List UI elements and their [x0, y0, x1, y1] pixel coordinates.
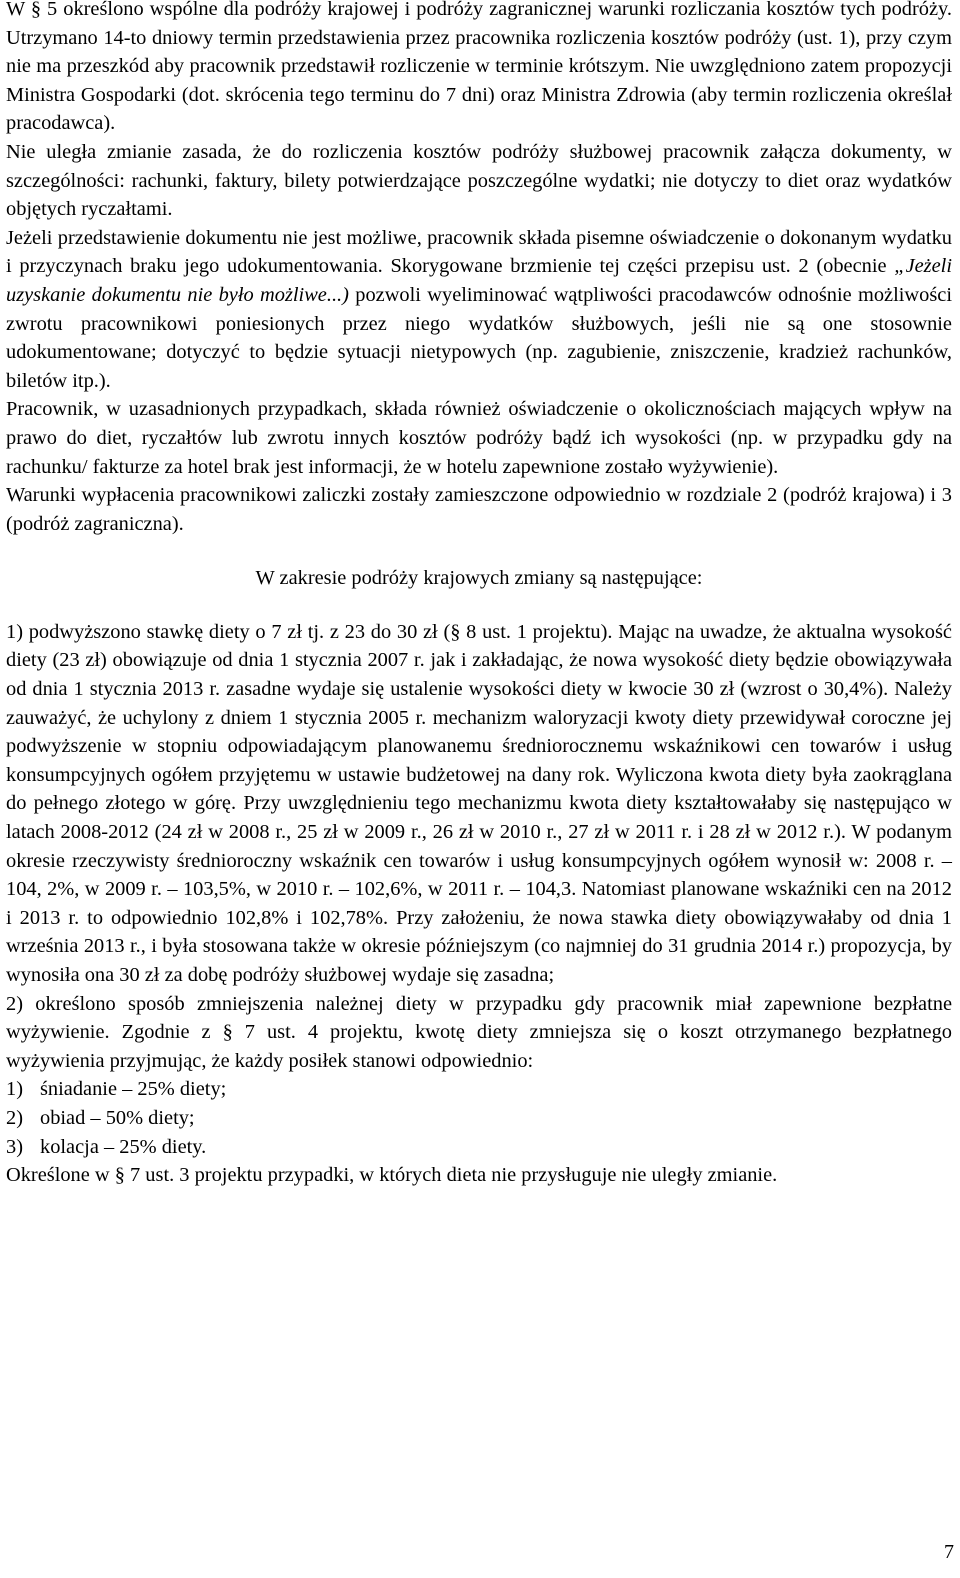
list-item-text: kolacja – 25% diety. — [40, 1135, 207, 1158]
paragraph-allowance-reduction: 2) określono sposób zmniejszenia należnej diety w przypadku gdy pracownik miał zapewnione bezpłatne wyżywienie. Zgodnie z § 7 ust. 4 projektu, kwotę diety zmniejsza się o koszt otrzymanego bezpłatnego wyżywienia przyjmując, że każdy posiłek stanowi odpowiednio: — [6, 992, 952, 1072]
list-item-number: 2) — [6, 1106, 23, 1129]
document-page — [6, 0, 952, 1190]
paragraph-allowance-increase: 1) podwyższono stawkę diety o 7 zł tj. z 23 do 30 zł (§ 8 ust. 1 projektu). Mając na uwadze, że aktualna wysokość diety (23 zł) obowiązuje od dnia 1 stycznia 2007 r. jak i zakładając, że nowa wysokość diety będzie obowiązywała od dnia 1 stycznia 2013 r. zasadne wydaje się ustalenie wysokości diety w kwocie 30 zł (wzrost o 30,4%). Należy zauważyć, że uchylony z dniem 1 stycznia 2005 r. mechanizm waloryzacji kwoty diety przewidywał coroczne jej podwyższenie w stopniu odpowiadającym planowanemu średniorocznemu wskaźnikowi cen towarów i usług konsumpcyjnych ogółem przyjętemu w ustawie budżetowej na dany rok. Wyliczona kwota diety była zaokrąglana do pełnego złotego w górę. Przy uwzględnieniu tego mechanizmu kwota diety kształtowałaby się następująco w latach 2008-2012 (24 zł w 2008 r., 25 zł w 2009 r., 26 zł w 2010 r., 27 zł w 2011 r. i 28 zł w 2012 r.). W podanym okresie rzeczywisty średnioroczny wskaźnik cen towarów i usług konsumpcyjnych ogółem wynosił w: 2008 r. – 104, 2%, w 2009 r. – 103,5%, w 2010 r. – 102,6%, w 2011 r. – 104,3. Natomiast planowane wskaźniki cen na 2012 i 2013 r. to odpowiednio 102,8% i 102,78%. Przy założeniu, że nowa stawka diety obowiązywałaby od dnia 1 września 2013 r., i była stosowana także w okresie późniejszym (co najmniej do 31 grudnia 2014 r.) propozycja, by wynosiła ona 30 zł za dobę podróży służbowej wydaje się zasadna; — [6, 620, 952, 986]
list-item-text: śniadanie – 25% diety; — [40, 1078, 227, 1101]
paragraph-documents-attachment: Nie uległa zmianie zasada, że do rozliczenia kosztów podróży służbowej pracownik załącza dokumenty, w szczególności: rachunki, faktury, bilety potwierdzające poszczególne wydatki; nie dotyczy to diet oraz wydatków objętych ryczałtami. — [6, 140, 952, 221]
paragraph-text: pozwoli wyeliminować wątpliwości pracodawców odnośnie możliwości zwrotu pracownikowi poniesionych przez niego wydatków służbowych, jeśli nie są one stosownie udokumentowane; dotyczyć to będzie sytuacji nietypowych (np. zagubienie, zniszczenie, kradzież rachunków, biletów itp.). — [6, 283, 952, 392]
list-item — [6, 1104, 952, 1133]
paragraph-text: Jeżeli przedstawienie dokumentu nie jest możliwe, pracownik składa pisemne oświadczenie o dokonanym wydatku i przyczynach braku jego udokumentowania. Skorygowane brzmienie tej części przepisu ust. 2 (obecnie — [6, 226, 952, 278]
list-item-text: obiad – 50% diety; — [40, 1106, 195, 1129]
paragraph-settlement-deadline: W § 5 określono wspólne dla podróży krajowej i podróży zagranicznej warunki rozliczania kosztów tych podróży. Utrzymano 14-to dniowy termin przedstawienia przez pracownika rozliczenia kosztów podróży (ust. 1), przy czym nie ma przeszkód aby pracownik przedstawił rozliczenie w terminie krótszym. Nie uwzględniono zatem propozycji Ministra Gospodarki (dot. skrócenia tego terminu do 7 dni) oraz Ministra Zdrowia (aby termin rozliczenia określał pracodawca). — [6, 0, 952, 135]
list-item — [6, 1075, 952, 1104]
page-number: 7 — [944, 1541, 954, 1563]
meal-percentage-list — [6, 1075, 952, 1161]
paragraph-unchanged-cases: Określone w § 7 ust. 3 projektu przypadki, w których dieta nie przysługuje nie uległy zmianie. — [6, 1164, 778, 1187]
list-item-number: 1) — [6, 1078, 23, 1101]
paragraph-advance-payment: Warunki wypłacenia pracownikowi zaliczki zostały zamieszczone odpowiednio w rozdziale 2 (podróż krajowa) i 3 (podróż zagraniczna). — [6, 484, 952, 535]
quoted-provision: „Jeżeli uzyskanie dokumentu nie było możliwe...) — [6, 255, 952, 306]
list-item-number: 3) — [6, 1135, 23, 1158]
paragraph-written-statement — [6, 224, 952, 396]
paragraph-circumstances-statement: Pracownik, w uzasadnionych przypadkach, składa również oświadczenie o okolicznościach mających wpływ na prawo do diet, ryczałtów lub zwrotu innych kosztów podróży bądź ich wysokości (np. w przypadku gdy na rachunku/ fakturze za hotel brak jest informacji, że w hotelu zapewnione zostało wyżywienie). — [6, 398, 952, 478]
section-heading: W zakresie podróży krajowych zmiany są następujące: — [255, 567, 703, 590]
list-item — [6, 1133, 952, 1162]
